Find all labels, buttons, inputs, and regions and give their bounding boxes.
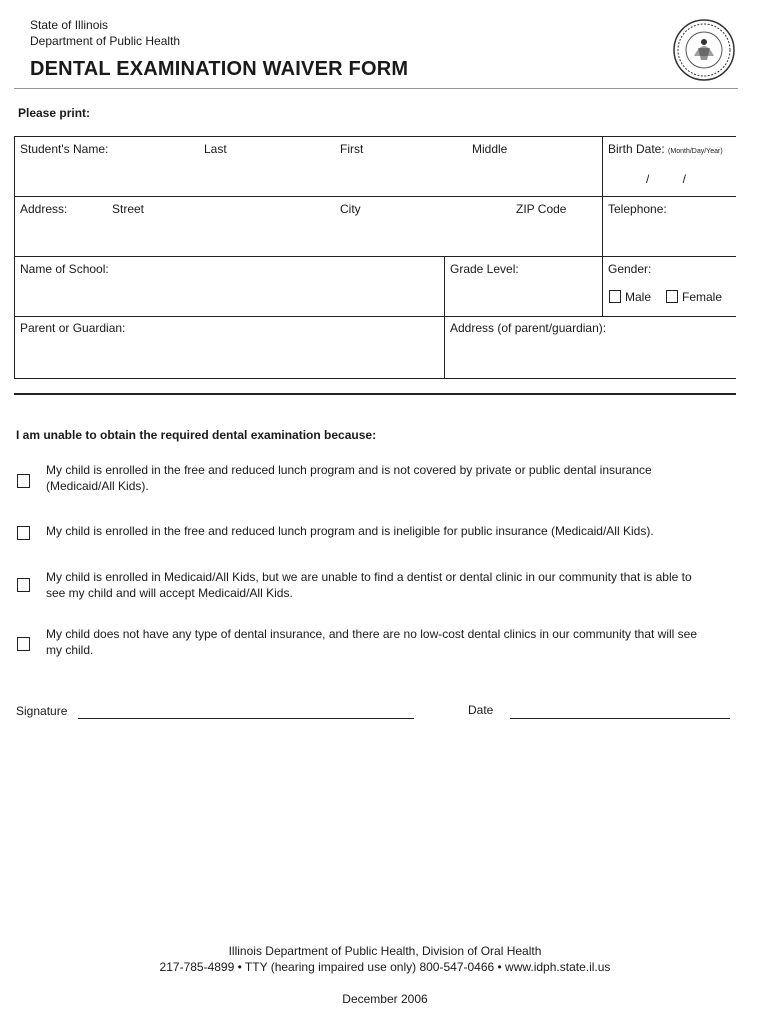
first-name-label: First: [340, 142, 364, 156]
gender-label: Gender:: [608, 262, 652, 276]
street-label: Street: [112, 202, 145, 216]
birth-date-label: Birth Date: (Month/Day/Year): [608, 142, 723, 156]
form-divider-birthdate: [602, 136, 603, 256]
date-line[interactable]: [510, 718, 730, 719]
zip-code-label: ZIP Code: [516, 202, 567, 216]
footer-division: Illinois Department of Public Health, Division of Oral Health: [228, 944, 542, 958]
print-instruction: Please print:: [18, 106, 91, 120]
school-name-label: Name of School:: [20, 262, 109, 276]
form-title: DENTAL EXAMINATION WAIVER FORM: [30, 58, 409, 80]
reason-3-checkbox[interactable]: [17, 578, 30, 592]
reason-4-text: My child does not have any type of dental insurance, and there are no low-cost dental clinics in our community that will see my child.: [46, 627, 698, 657]
guardian-label: Parent or Guardian:: [20, 321, 126, 335]
reason-1-checkbox[interactable]: [17, 474, 30, 488]
female-checkbox[interactable]: [666, 290, 678, 303]
form-divider-grade: [444, 256, 445, 378]
birth-date-separators: / /: [646, 172, 687, 186]
form-left-border: [14, 136, 15, 378]
form-row-divider-3: [14, 316, 736, 317]
middle-name-label: Middle: [472, 142, 508, 156]
last-name-label: Last: [204, 142, 227, 156]
signature-label: Signature: [16, 704, 68, 718]
waiver-heading: I am unable to obtain the required dental examination because:: [16, 428, 377, 442]
form-section-rule: [14, 393, 736, 395]
telephone-label: Telephone:: [608, 202, 667, 216]
footer-contact: 217-785-4899 • TTY (hearing impaired use only) 800-547-0466 • www.idph.state.il.us: [159, 960, 611, 974]
form-top-border: [14, 136, 736, 137]
male-label: Male: [625, 290, 652, 304]
footer-revision-date: December 2006: [342, 992, 428, 1006]
signature-line[interactable]: [78, 718, 414, 719]
female-label: Female: [682, 290, 723, 304]
department-name: Department of Public Health: [30, 34, 181, 48]
reason-1-text: My child is enrolled in the free and reduced lunch program and is not covered by private or public dental insurance (Medicaid/All Kids).: [46, 463, 652, 493]
date-label: Date: [468, 703, 494, 717]
form-row-divider-2: [14, 256, 736, 257]
reason-3-text: My child is enrolled in Medicaid/All Kids, but we are unable to find a dentist or dental clinic in our community that is able to see my child and will accept Medicaid/All Kids.: [46, 570, 692, 600]
header-rule: [14, 88, 738, 89]
reason-4-checkbox[interactable]: [17, 637, 30, 651]
guardian-address-label: Address (of parent/guardian):: [450, 321, 607, 335]
city-label: City: [340, 202, 361, 216]
students-name-label: Student's Name:: [20, 142, 109, 156]
form-bottom-border: [14, 378, 736, 379]
form-divider-gender: [602, 256, 603, 316]
state-seal-icon: [672, 18, 736, 82]
reason-2-text: My child is enrolled in the free and reduced lunch program and is ineligible for public insurance (Medicaid/All Kids).: [46, 524, 654, 538]
male-checkbox[interactable]: [609, 290, 621, 303]
agency-name: State of Illinois: [30, 18, 109, 32]
form-row-divider-1: [14, 196, 736, 197]
grade-level-label: Grade Level:: [450, 262, 519, 276]
reason-2-checkbox[interactable]: [17, 526, 30, 540]
address-label: Address:: [20, 202, 68, 216]
